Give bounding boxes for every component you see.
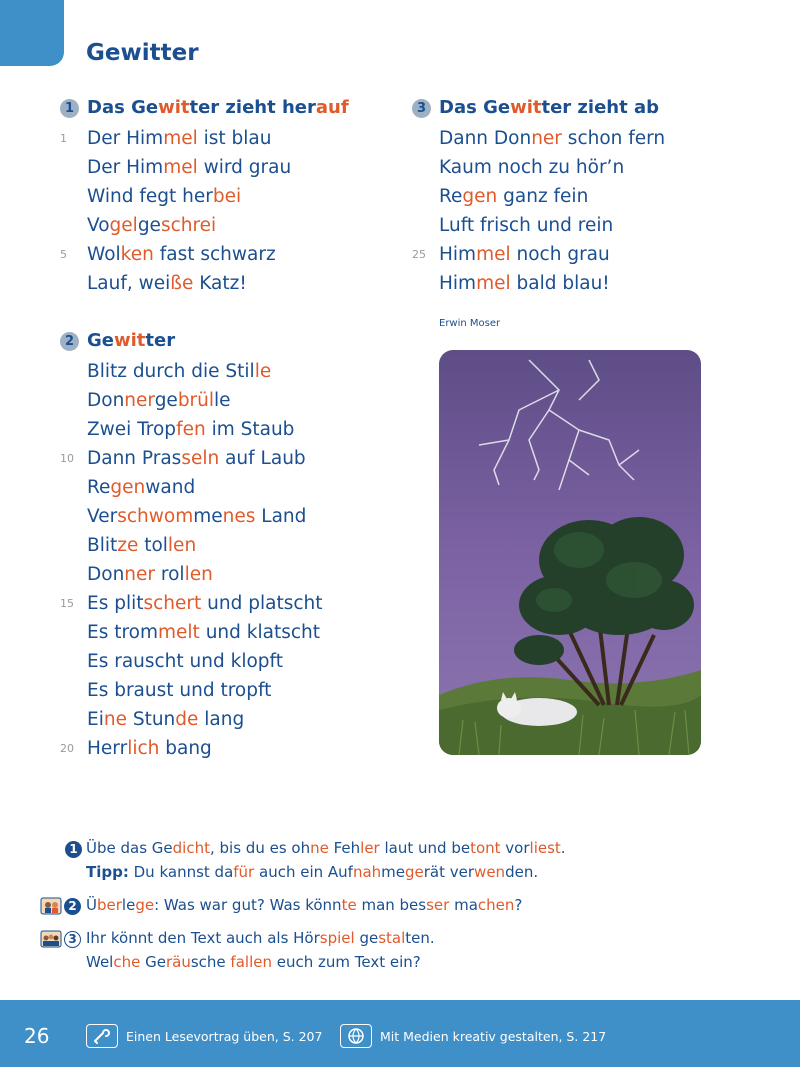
text-segment: Dann Don bbox=[439, 128, 532, 149]
text-segment: ma bbox=[449, 896, 478, 914]
text-segment: laut und be bbox=[379, 839, 471, 857]
highlighted-syllable: schert bbox=[143, 593, 202, 614]
highlighted-syllable: spiel bbox=[319, 929, 355, 947]
poem-3 bbox=[412, 94, 742, 298]
text-segment: ter zieht her bbox=[189, 97, 316, 118]
task-item bbox=[40, 926, 740, 974]
footer-link-lesevortrag[interactable] bbox=[86, 1024, 322, 1048]
task-icons bbox=[40, 895, 81, 917]
highlighted-syllable: wit bbox=[158, 97, 190, 118]
task-number-icon: 2 bbox=[64, 898, 81, 915]
poem-column-left bbox=[60, 94, 390, 763]
poem-line bbox=[60, 444, 390, 473]
poem-line bbox=[60, 153, 390, 182]
text-segment: Das Ge bbox=[439, 97, 511, 118]
highlighted-syllable: auf bbox=[315, 97, 349, 118]
highlighted-syllable: stal bbox=[378, 929, 406, 947]
line-text bbox=[87, 502, 306, 531]
author-credit: Erwin Moser bbox=[439, 318, 501, 329]
text-segment: Lauf, wei bbox=[87, 273, 171, 294]
wrench-icon bbox=[86, 1024, 118, 1048]
text-segment: fast schwarz bbox=[153, 244, 276, 265]
text-segment: ge bbox=[154, 390, 178, 411]
page-title: Gewitter bbox=[86, 40, 199, 66]
highlighted-syllable: schwom bbox=[117, 506, 194, 527]
poem-title bbox=[439, 97, 659, 118]
highlighted-syllable: mel bbox=[476, 273, 511, 294]
highlighted-syllable: dicht bbox=[172, 839, 210, 857]
line-number: 1 bbox=[60, 132, 67, 145]
line-number: 25 bbox=[412, 248, 426, 261]
text-segment: euch zum Text ein? bbox=[271, 953, 421, 971]
group-work-icon bbox=[40, 929, 62, 949]
poem-number-badge: 3 bbox=[412, 99, 431, 118]
text-segment: Katz! bbox=[193, 273, 247, 294]
text-segment: vor bbox=[500, 839, 530, 857]
poem-line bbox=[60, 676, 390, 705]
poem-heading bbox=[412, 94, 742, 124]
line-text bbox=[439, 211, 613, 240]
highlighted-syllable: gel bbox=[109, 215, 138, 236]
text-segment: . bbox=[560, 839, 566, 857]
highlighted-syllable: gen bbox=[462, 186, 498, 207]
poem-1 bbox=[60, 94, 390, 298]
text-segment: ganz fein bbox=[497, 186, 589, 207]
text-segment: Der Him bbox=[87, 157, 164, 178]
text-segment: Stun bbox=[126, 709, 176, 730]
highlighted-syllable: schrei bbox=[160, 215, 217, 236]
highlighted-syllable: nah bbox=[352, 863, 382, 881]
text-segment: tol bbox=[138, 535, 168, 556]
text-segment: Herr bbox=[87, 738, 128, 759]
text-segment: Ü bbox=[86, 896, 97, 914]
line-text bbox=[87, 531, 196, 560]
highlighted-syllable: ler bbox=[360, 839, 380, 857]
poem-line bbox=[60, 705, 390, 734]
highlighted-syllable: ner bbox=[124, 390, 155, 411]
page-footer bbox=[0, 1000, 800, 1067]
footer-link-medien[interactable] bbox=[340, 1024, 606, 1048]
corner-tab bbox=[0, 0, 64, 66]
text-segment: wand bbox=[145, 477, 196, 498]
poem-number-badge: 1 bbox=[60, 99, 79, 118]
line-text bbox=[87, 269, 247, 298]
task-icons bbox=[40, 928, 81, 950]
highlighted-syllable: ge bbox=[405, 863, 424, 881]
text-segment: Wind fegt her bbox=[87, 186, 213, 207]
highlighted-syllable: bei bbox=[212, 186, 242, 207]
thunderstorm-illustration bbox=[439, 350, 701, 755]
poem-line bbox=[60, 618, 390, 647]
poem-line bbox=[412, 269, 742, 298]
poem-line bbox=[60, 182, 390, 211]
task-text bbox=[86, 860, 740, 884]
highlighted-syllable: ge bbox=[135, 896, 155, 914]
line-text bbox=[439, 240, 610, 269]
text-segment: ten. bbox=[405, 929, 435, 947]
text-segment: le bbox=[121, 896, 136, 914]
poem-line bbox=[60, 734, 390, 763]
text-segment: rät ver bbox=[423, 863, 475, 881]
text-segment: Tipp: bbox=[86, 863, 129, 881]
poem-line bbox=[60, 473, 390, 502]
task-item bbox=[40, 836, 740, 884]
text-segment: : Was war gut? Was könn bbox=[154, 896, 342, 914]
highlighted-syllable: ner bbox=[124, 564, 156, 585]
line-text bbox=[87, 734, 212, 763]
text-segment: auf Laub bbox=[219, 448, 306, 469]
text-segment: man bes bbox=[356, 896, 427, 914]
highlighted-syllable: liest bbox=[529, 839, 561, 857]
highlighted-syllable: räu bbox=[165, 953, 191, 971]
line-text bbox=[87, 647, 283, 676]
text-segment: rol bbox=[155, 564, 185, 585]
poem-title bbox=[87, 97, 349, 118]
poem-line bbox=[60, 211, 390, 240]
task-icons bbox=[65, 838, 82, 860]
text-segment: Blit bbox=[87, 535, 118, 556]
text-segment: auch ein Auf bbox=[254, 863, 353, 881]
line-number: 10 bbox=[60, 452, 74, 465]
highlighted-syllable: ser bbox=[426, 896, 450, 914]
line-text bbox=[87, 182, 241, 211]
text-segment: Du kannst da bbox=[128, 863, 234, 881]
text-segment: ter bbox=[145, 330, 176, 351]
poem-number-badge: 2 bbox=[60, 332, 79, 351]
poem-line bbox=[60, 240, 390, 269]
line-text bbox=[87, 386, 231, 415]
line-text bbox=[87, 240, 276, 269]
poem-line bbox=[60, 415, 390, 444]
text-segment: Ge bbox=[87, 330, 114, 351]
text-segment: wird grau bbox=[197, 157, 292, 178]
poem-line bbox=[412, 182, 742, 211]
highlighted-syllable: melt bbox=[158, 622, 200, 643]
line-text bbox=[439, 269, 610, 298]
text-segment: bald blau! bbox=[510, 273, 610, 294]
line-text bbox=[87, 211, 216, 240]
highlighted-syllable: ze bbox=[117, 535, 139, 556]
highlighted-syllable: fal bbox=[230, 953, 250, 971]
highlighted-syllable: len bbox=[167, 535, 197, 556]
line-number: 20 bbox=[60, 742, 74, 755]
text-segment: Re bbox=[87, 477, 111, 498]
poem-heading bbox=[60, 327, 390, 357]
highlighted-syllable: seln bbox=[181, 448, 220, 469]
poem-line bbox=[412, 124, 742, 153]
text-segment: Wel bbox=[86, 953, 114, 971]
poem-line bbox=[60, 124, 390, 153]
text-segment: ter zieht ab bbox=[541, 97, 659, 118]
text-segment: Es braust und tropft bbox=[87, 680, 272, 701]
text-segment: Don bbox=[87, 564, 125, 585]
poem-line bbox=[412, 211, 742, 240]
text-segment: Übe das Ge bbox=[86, 839, 173, 857]
highlighted-syllable: für bbox=[233, 863, 255, 881]
task-item bbox=[40, 893, 740, 917]
highlighted-syllable: len bbox=[184, 564, 213, 585]
line-text bbox=[87, 560, 213, 589]
highlighted-syllable: len bbox=[249, 953, 272, 971]
text-segment: ge bbox=[137, 215, 161, 236]
globe-icon bbox=[340, 1024, 372, 1048]
highlighted-syllable: che bbox=[113, 953, 141, 971]
poem-line bbox=[60, 357, 390, 386]
poem-line bbox=[60, 560, 390, 589]
task-text bbox=[86, 893, 740, 917]
highlighted-syllable: brül bbox=[177, 390, 215, 411]
text-segment: Ge bbox=[140, 953, 166, 971]
line-text bbox=[439, 153, 624, 182]
footer-link-label: Mit Medien kreativ gestalten, S. 217 bbox=[380, 1028, 607, 1044]
poem-line bbox=[60, 647, 390, 676]
text-segment: und platscht bbox=[201, 593, 323, 614]
text-segment: Das Ge bbox=[87, 97, 159, 118]
footer-link-label: Einen Lesevortrag üben, S. 207 bbox=[126, 1028, 323, 1044]
line-text bbox=[87, 153, 291, 182]
text-segment: bang bbox=[159, 738, 212, 759]
text-segment: Ihr könnt den Text auch als Hör bbox=[86, 929, 320, 947]
text-segment: lang bbox=[198, 709, 245, 730]
highlighted-syllable: ne bbox=[103, 709, 127, 730]
task-text bbox=[86, 950, 740, 974]
poem-line bbox=[412, 240, 742, 269]
poem-line bbox=[412, 153, 742, 182]
text-segment: sche bbox=[190, 953, 231, 971]
highlighted-syllable: chen bbox=[477, 896, 515, 914]
text-segment: Es rauscht und klopft bbox=[87, 651, 283, 672]
highlighted-syllable: le bbox=[254, 361, 272, 382]
line-text bbox=[87, 618, 320, 647]
text-segment: Es plit bbox=[87, 593, 144, 614]
text-segment: Him bbox=[439, 244, 477, 265]
page-number: 26 bbox=[24, 1024, 50, 1048]
line-text bbox=[87, 357, 271, 386]
text-segment: le bbox=[214, 390, 231, 411]
text-segment: ist blau bbox=[197, 128, 272, 149]
line-text bbox=[87, 473, 195, 502]
highlighted-syllable: gen bbox=[110, 477, 146, 498]
poem-title bbox=[87, 330, 175, 351]
task-text bbox=[86, 836, 740, 860]
text-segment: Land bbox=[255, 506, 307, 527]
text-segment: im Staub bbox=[205, 419, 295, 440]
text-segment: Wol bbox=[87, 244, 121, 265]
highlighted-syllable: de bbox=[175, 709, 199, 730]
highlighted-syllable: wen bbox=[474, 863, 506, 881]
task-list bbox=[40, 836, 740, 983]
poem-heading bbox=[60, 94, 390, 124]
text-segment: Kaum noch zu hör’n bbox=[439, 157, 625, 178]
text-segment: Vo bbox=[87, 215, 110, 236]
highlighted-syllable: nes bbox=[222, 506, 256, 527]
text-segment: Feh bbox=[328, 839, 361, 857]
text-segment: , bis du es oh bbox=[209, 839, 311, 857]
task-number-icon: 3 bbox=[64, 931, 81, 948]
highlighted-syllable: te bbox=[341, 896, 357, 914]
highlighted-syllable: fen bbox=[176, 419, 206, 440]
text-segment: Don bbox=[87, 390, 125, 411]
highlighted-syllable: lich bbox=[127, 738, 160, 759]
text-segment: Blitz durch die Stil bbox=[87, 361, 255, 382]
poem-line bbox=[60, 589, 390, 618]
highlighted-syllable: wit bbox=[113, 330, 146, 351]
poem-line bbox=[60, 502, 390, 531]
line-text bbox=[87, 589, 323, 618]
text-segment: Him bbox=[439, 273, 477, 294]
highlighted-syllable: mel bbox=[163, 128, 198, 149]
text-segment: Der Him bbox=[87, 128, 164, 149]
highlighted-syllable: ber bbox=[96, 896, 122, 914]
text-segment: Ei bbox=[87, 709, 104, 730]
text-segment: me bbox=[193, 506, 223, 527]
poem-line bbox=[60, 269, 390, 298]
highlighted-syllable: ken bbox=[120, 244, 154, 265]
text-segment: Dann Pras bbox=[87, 448, 182, 469]
partner-work-icon bbox=[40, 896, 62, 916]
text-segment: und klatscht bbox=[199, 622, 320, 643]
text-segment: Ver bbox=[87, 506, 118, 527]
line-text bbox=[87, 705, 244, 734]
thunderstorm-tree-cat-illustration bbox=[439, 350, 701, 755]
text-segment: Zwei Trop bbox=[87, 419, 177, 440]
text-segment: ? bbox=[514, 896, 523, 914]
poem-column-right bbox=[412, 94, 742, 298]
line-text bbox=[87, 415, 294, 444]
highlighted-syllable: ne bbox=[310, 839, 329, 857]
text-segment: ge bbox=[354, 929, 379, 947]
task-text bbox=[86, 926, 740, 950]
line-text bbox=[87, 676, 271, 705]
highlighted-syllable: ße bbox=[170, 273, 194, 294]
poem-2 bbox=[60, 327, 390, 763]
task-number-icon: 1 bbox=[65, 841, 82, 858]
text-segment: me bbox=[381, 863, 406, 881]
poem-line bbox=[60, 386, 390, 415]
line-number: 15 bbox=[60, 597, 74, 610]
line-number: 5 bbox=[60, 248, 67, 261]
poem-line bbox=[60, 531, 390, 560]
highlighted-syllable: wit bbox=[510, 97, 542, 118]
text-segment: Luft frisch und rein bbox=[439, 215, 614, 236]
highlighted-syllable: tont bbox=[470, 839, 501, 857]
highlighted-syllable: ner bbox=[531, 128, 562, 149]
highlighted-syllable: mel bbox=[163, 157, 198, 178]
text-segment: Re bbox=[439, 186, 463, 207]
text-segment: noch grau bbox=[510, 244, 610, 265]
highlighted-syllable: mel bbox=[476, 244, 511, 265]
text-segment: den. bbox=[505, 863, 539, 881]
text-segment: Es trom bbox=[87, 622, 159, 643]
line-text bbox=[439, 182, 588, 211]
line-text bbox=[87, 444, 306, 473]
text-segment: schon fern bbox=[561, 128, 666, 149]
line-text bbox=[439, 124, 665, 153]
line-text bbox=[87, 124, 271, 153]
